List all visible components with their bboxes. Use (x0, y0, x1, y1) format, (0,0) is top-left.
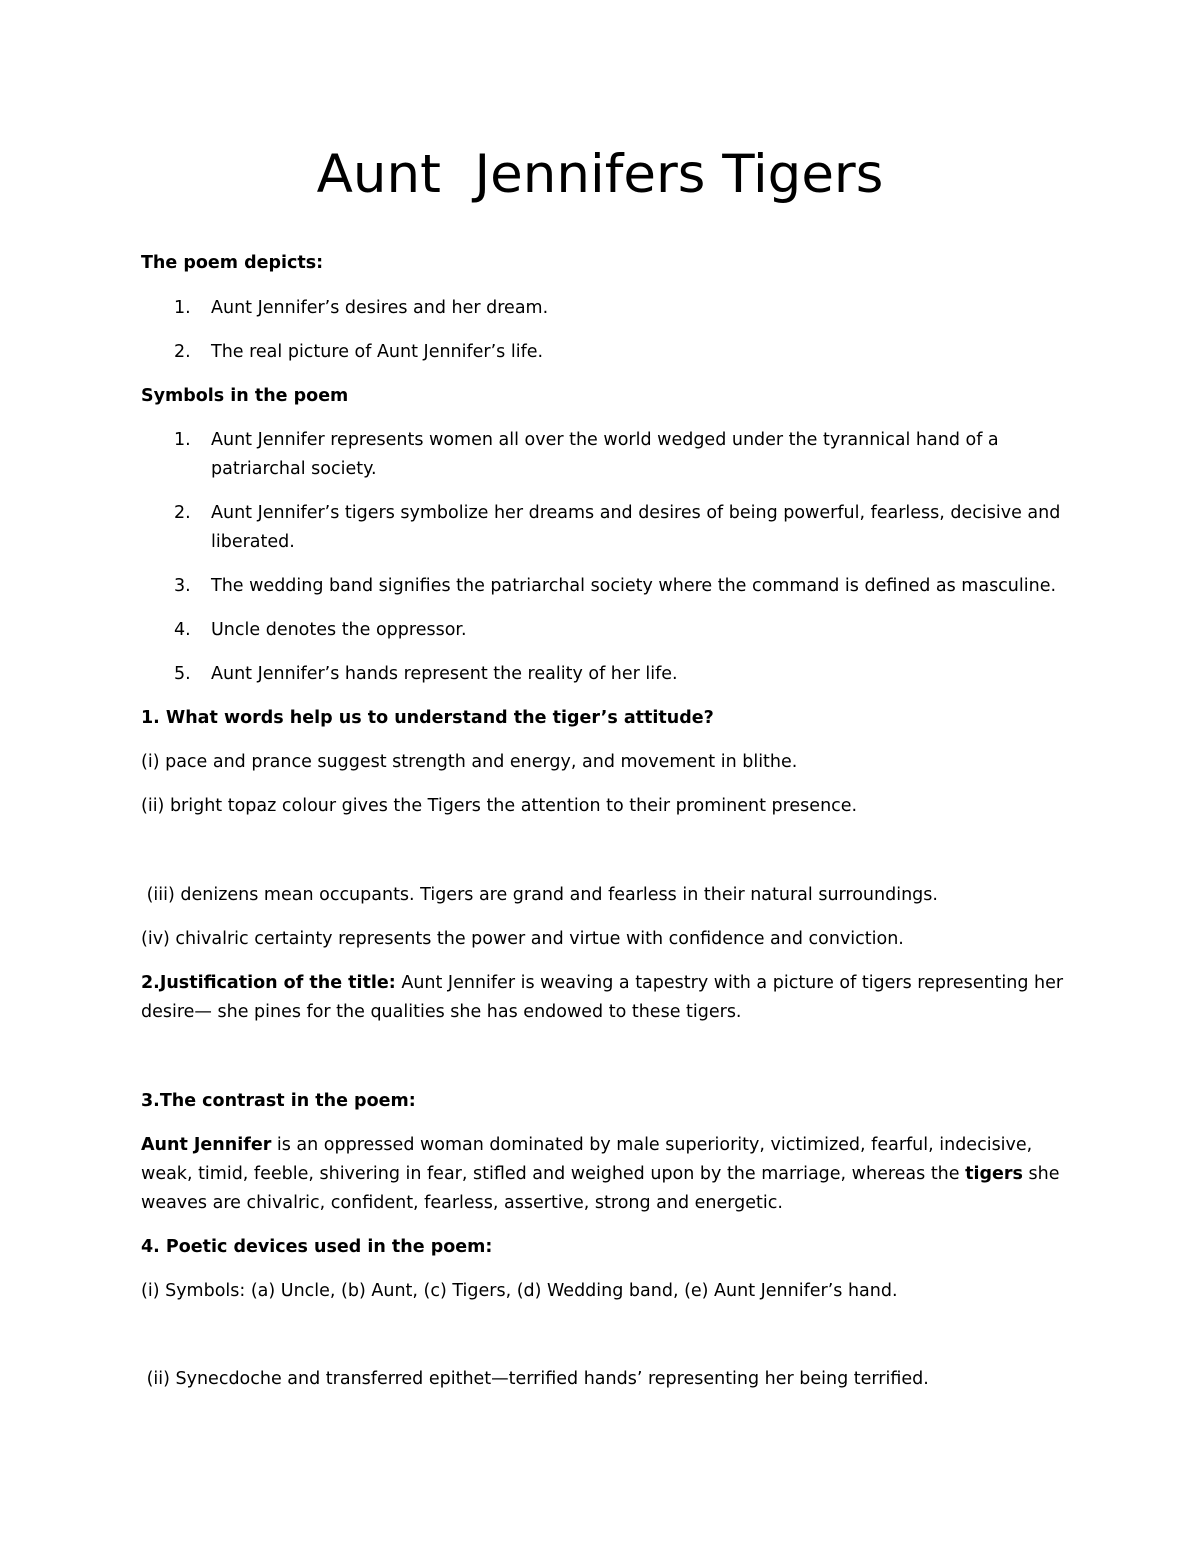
depicts-heading: The poem depicts: (141, 253, 324, 273)
question-4-answer-ii: (ii) Synecdoche and transferred epithet—terrified hands’ representing her being terrified. (141, 1369, 929, 1389)
depicts-item-1-text: Aunt Jennifer’s desires and her dream. (211, 298, 549, 318)
symbols-item-1-line-1: Aunt Jennifer represents women all over the world wedged under the tyrannical hand of a (211, 430, 999, 450)
question-3-line-1 (141, 1131, 1032, 1160)
question-1-answer-iii: (iii) denizens mean occupants. Tigers are grand and fearless in their natural surroundings. (141, 885, 938, 905)
symbols-item-3-line-1: The wedding band signifies the patriarchal society where the command is defined as masculine. (211, 576, 1057, 596)
question-1-answer-iv: (iv) chivalric certainty represents the power and virtue with confidence and conviction. (141, 929, 904, 949)
question-3-line-2 (141, 1160, 1059, 1189)
symbols-item-1-number: 1. (174, 430, 191, 450)
question-3-text-1: is an oppressed woman dominated by male superiority, victimized, fearful, indecisive, (271, 1135, 1033, 1155)
question-4-answer-i: (i) Symbols: (a) Uncle, (b) Aunt, (c) Tigers, (d) Wedding band, (e) Aunt Jennifer’s hand. (141, 1281, 898, 1301)
depicts-item-2-text: The real picture of Aunt Jennifer’s life. (211, 342, 544, 362)
question-3-bold-aunt: Aunt Jennifer (141, 1135, 272, 1155)
question-2-text-1: Aunt Jennifer is weaving a tapestry with a picture of tigers representing her (395, 973, 1064, 993)
question-3-heading: 3.The contrast in the poem: (141, 1091, 416, 1111)
symbols-heading: Symbols in the poem (141, 386, 349, 406)
symbols-item-2-line-2: liberated. (211, 532, 295, 552)
symbols-item-1-line-2: patriarchal society. (211, 459, 377, 479)
depicts-item-1-number: 1. (174, 298, 191, 318)
question-3-line-3: weaves are chivalric, confident, fearless, assertive, strong and energetic. (141, 1193, 783, 1213)
depicts-item-2-number: 2. (174, 342, 191, 362)
symbols-item-5-line-1: Aunt Jennifer’s hands represent the reality of her life. (211, 664, 678, 684)
question-4-heading: 4. Poetic devices used in the poem: (141, 1237, 493, 1257)
symbols-item-3-number: 3. (174, 576, 191, 596)
question-1-answer-ii: (ii) bright topaz colour gives the Tigers the attention to their prominent presence. (141, 796, 858, 816)
question-2-line-1 (141, 969, 1063, 998)
symbols-item-2-number: 2. (174, 503, 191, 523)
question-1-answer-i: (i) pace and prance suggest strength and energy, and movement in blithe. (141, 752, 798, 772)
question-1-heading: 1. What words help us to understand the tiger’s attitude? (141, 708, 714, 728)
symbols-item-4-number: 4. (174, 620, 191, 640)
document-title: Aunt Jennifers Tigers (316, 144, 884, 205)
question-3-text-2a: weak, timid, feeble, shivering in fear, stifled and weighed upon by the marriage, whereas the (141, 1164, 966, 1184)
question-3-bold-tigers: tigers (965, 1164, 1023, 1184)
question-2-line-2: desire— she pines for the qualities she has endowed to these tigers. (141, 1002, 742, 1022)
question-3-text-2b: she (1022, 1164, 1060, 1184)
symbols-item-5-number: 5. (174, 664, 191, 684)
symbols-item-2-line-1: Aunt Jennifer’s tigers symbolize her dreams and desires of being powerful, fearless, decisive and (211, 503, 1061, 523)
question-2-label: 2.Justification of the title: (141, 973, 396, 993)
symbols-item-4-line-1: Uncle denotes the oppressor. (211, 620, 467, 640)
